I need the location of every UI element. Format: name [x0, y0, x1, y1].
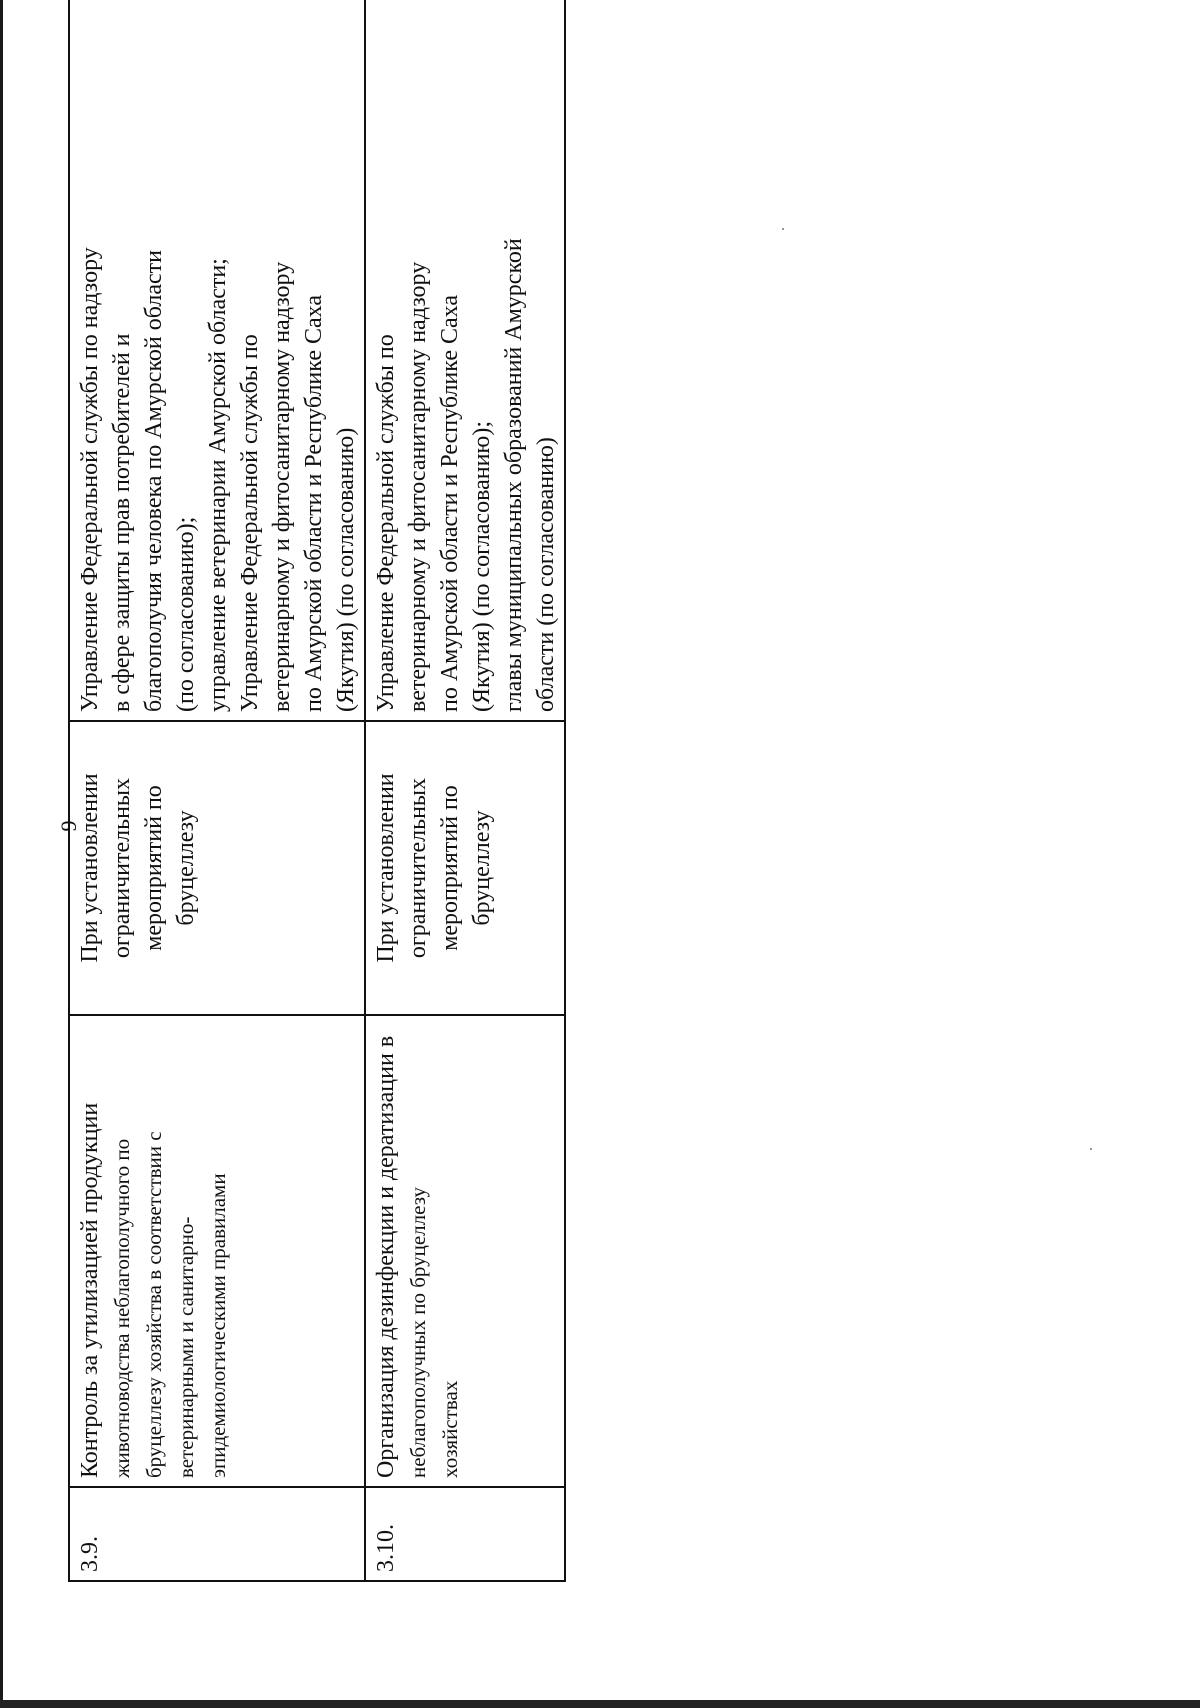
- page-number: 9: [56, 820, 81, 832]
- responsible-line: главы муниципальных образований Амурской: [501, 238, 527, 712]
- action-line: хозяйствах: [438, 1380, 462, 1478]
- term-line: При установлении: [373, 773, 399, 963]
- term-line: мероприятий по: [141, 785, 167, 951]
- term-line: При установлении: [77, 773, 103, 963]
- term-line: мероприятий по: [437, 785, 463, 951]
- responsible-line: области (по согласованию): [533, 437, 559, 712]
- action-cell: [365, 1015, 565, 1487]
- scan-edge-bottom: [0, 1700, 1200, 1708]
- responsible-line: (по согласованию);: [173, 516, 199, 712]
- table-row: [69, 0, 365, 1581]
- row-number-cell: [365, 1487, 565, 1581]
- responsible-line: Управление Федеральной службы по: [237, 334, 263, 712]
- responsible-line: ветеринарному и фитосанитарному надзору: [405, 261, 431, 712]
- responsible-line: управление ветеринарии Амурской области;: [205, 258, 231, 712]
- responsible-line: благополучия человека по Амурской области: [141, 250, 167, 712]
- responsible-line: (Якутия) (по согласованию): [333, 427, 359, 712]
- responsible-line: Управление Федеральной службы по надзору: [77, 247, 103, 712]
- action-line: Контроль за утилизацией продукции: [77, 1102, 103, 1478]
- term-line: ограничительных: [109, 777, 135, 959]
- term-line: бруцеллезу: [469, 810, 495, 926]
- row-number-cell: [69, 1487, 365, 1581]
- action-line: Организация дезинфекции и дератизации в: [373, 1035, 399, 1478]
- action-line: ветеринарными и санитарно-: [174, 1216, 198, 1478]
- measures-table: [68, 0, 566, 1582]
- action-line: неблагополучных по бруцеллезу: [406, 1186, 430, 1478]
- responsible-line: по Амурской области и Республике Саха: [301, 295, 327, 712]
- responsible-cell: [365, 0, 565, 721]
- row-number: 3.9.: [77, 1536, 103, 1572]
- term-line: бруцеллезу: [173, 810, 199, 926]
- action-line: эпидемиологическими правилами: [206, 1173, 230, 1478]
- row-number: 3.10.: [373, 1524, 399, 1572]
- responsible-line: в сфере защиты прав потребителей и: [109, 333, 135, 712]
- term-line: ограничительных: [405, 777, 431, 959]
- action-line: бруцеллезу хозяйства в соответствии с: [142, 1131, 166, 1478]
- action-cell: [69, 1015, 365, 1487]
- table-row: [365, 0, 565, 1581]
- responsible-line: Управление Федеральной службы по: [373, 334, 399, 712]
- action-line: животноводства неблагополучного по: [110, 1138, 134, 1478]
- responsible-line: по Амурской области и Республике Саха: [437, 295, 463, 712]
- term-cell: [365, 721, 565, 1015]
- term-cell: [69, 721, 365, 1015]
- responsible-cell: [69, 0, 365, 721]
- responsible-line: (Якутия) (по согласованию);: [469, 420, 495, 712]
- responsible-line: ветеринарному и фитосанитарному надзору: [269, 261, 295, 712]
